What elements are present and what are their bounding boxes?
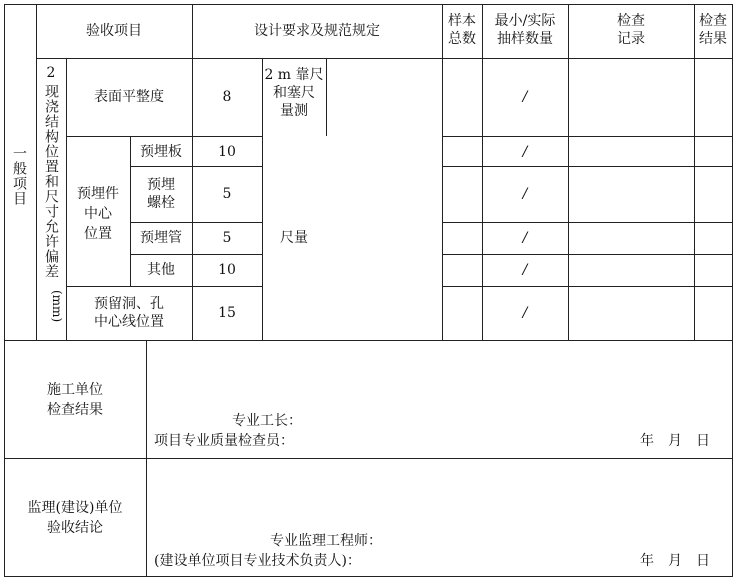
- header-sample-total: 样本 总数: [448, 13, 476, 47]
- col-sample-divider: [482, 4, 483, 341]
- value-embed-bolt: 5: [222, 186, 232, 202]
- row-name-reserved-hole: 预留洞、孔 中心线位置: [94, 296, 164, 330]
- ratio-other: /: [522, 262, 528, 278]
- construction-divider: [4, 458, 733, 459]
- row4-divider-left: [130, 254, 262, 255]
- header-check-result: 检查 结果: [699, 13, 727, 47]
- item-number: 2: [46, 65, 56, 81]
- col-record-divider: [694, 4, 695, 341]
- ratio-reserved-hole: /: [522, 305, 528, 321]
- row1-divider-right: [442, 136, 733, 137]
- supervision-owner: (建设单位项目专业技术负责人)：: [154, 553, 361, 569]
- row-name-embed-bolt: 预埋 螺栓: [147, 177, 175, 211]
- row4-divider-right: [442, 254, 733, 255]
- header-min-actual: 最小/实际 抽样数量: [494, 13, 556, 47]
- row3-divider-right: [442, 222, 733, 223]
- value-embed-pipe: 5: [222, 230, 232, 246]
- value-flatness: 8: [222, 89, 232, 105]
- ratio-embed-plate: /: [522, 144, 528, 160]
- row-name-embed-plate: 预埋板: [140, 144, 182, 160]
- row-name-other: 其他: [147, 262, 175, 278]
- item-name: 现浇结构位置和尺寸允许偏差: [43, 84, 59, 279]
- ratio-embed-bolt: /: [522, 186, 528, 202]
- header-requirement: 设计要求及规范规定: [254, 23, 380, 39]
- row2-divider-left: [130, 166, 262, 167]
- construction-inspector: 项目专业质量检查员：: [154, 433, 294, 449]
- construction-label: 施工单位 检查结果: [47, 382, 103, 418]
- border-bottom: [4, 576, 733, 577]
- border-top: [4, 4, 733, 5]
- border-left: [4, 4, 5, 577]
- ratio-embed-pipe: /: [522, 230, 528, 246]
- category-label: 一般项目: [11, 146, 27, 206]
- row-name-flatness: 表面平整度: [94, 89, 164, 105]
- row2-divider-right: [442, 166, 733, 167]
- value-reserved-hole: 15: [218, 305, 236, 321]
- col-method-divider: [326, 58, 327, 136]
- col-name-divider: [192, 4, 193, 341]
- method-flatness: 2 m 靠尺 和塞尺 量测: [264, 67, 324, 119]
- value-other: 10: [218, 262, 236, 278]
- row3-divider-left: [130, 222, 262, 223]
- supervision-engineer: 专业监理工程师：: [270, 533, 382, 549]
- table-bottom-divider: [4, 340, 733, 341]
- supervision-label: 监理(建设)单位 验收结论: [27, 500, 123, 536]
- row1-divider-left: [66, 136, 262, 137]
- row5-divider-right: [442, 286, 733, 287]
- construction-foreman: 专业工长：: [232, 413, 302, 429]
- header-item: 验收项目: [86, 23, 142, 39]
- header-check-record: 检查 记录: [617, 13, 645, 47]
- col-signature-divider: [146, 340, 147, 577]
- row-name-embed-pipe: 预埋管: [140, 230, 182, 246]
- embed-group-label: 预埋件 中心 位置: [77, 186, 119, 242]
- value-embed-plate: 10: [218, 144, 236, 160]
- construction-date: 年 月 日: [640, 433, 710, 449]
- ratio-flatness: /: [522, 89, 528, 105]
- col-requirement-divider: [442, 4, 443, 341]
- supervision-date: 年 月 日: [640, 553, 710, 569]
- item-unit: (mm): [50, 290, 64, 323]
- header-divider: [36, 58, 733, 59]
- border-right: [732, 4, 733, 577]
- method-shared: 尺量: [280, 230, 308, 246]
- row5-divider-left: [66, 286, 262, 287]
- col-ratio-divider: [568, 4, 569, 341]
